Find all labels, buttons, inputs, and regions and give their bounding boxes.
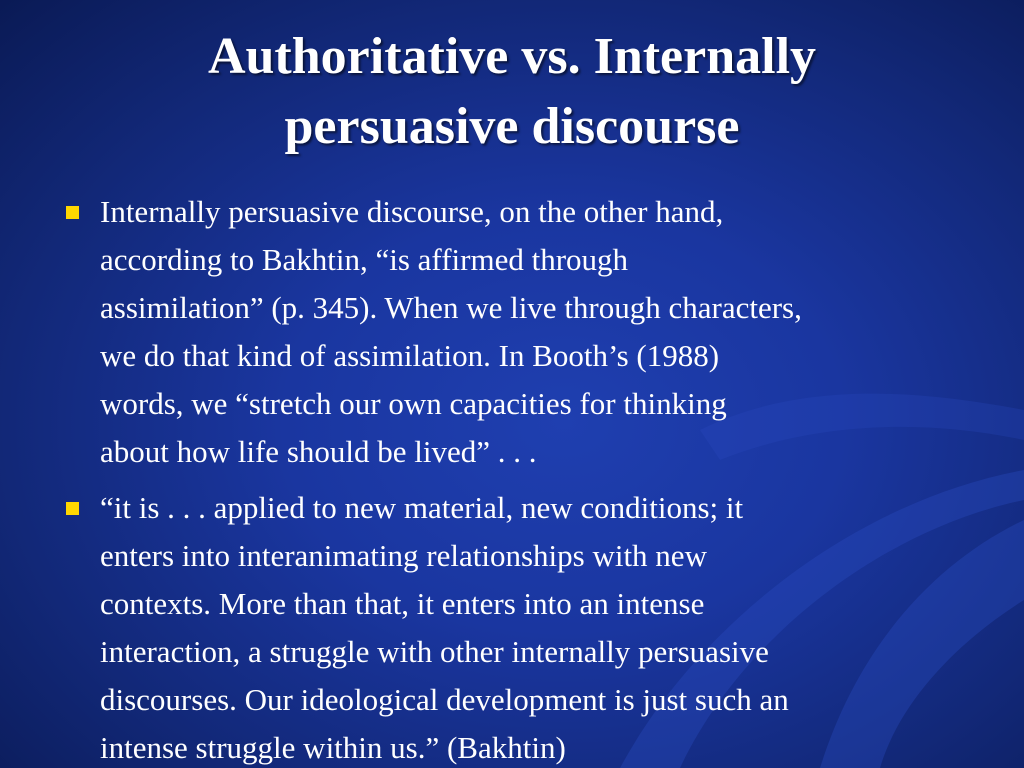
- bullet-1-line-6: about how life should be lived” . . .: [100, 434, 537, 469]
- square-bullet-icon: [66, 502, 79, 515]
- bullet-2-line-4: interaction, a struggle with other internally persuasive: [100, 634, 769, 669]
- bullet-2-line-1: “it is . . . applied to new material, new conditions; it: [100, 490, 744, 525]
- slide-title-line-2: persuasive discourse: [284, 98, 740, 155]
- bullet-1-line-3: assimilation” (p. 345). When we live through characters,: [100, 290, 802, 325]
- square-bullet-icon: [66, 206, 79, 219]
- bullet-2-line-6: intense struggle within us.” (Bakhtin): [100, 730, 566, 765]
- slide-title-line-1: Authoritative vs. Internally: [207, 28, 817, 85]
- bullet-2-line-2: enters into interanimating relationships with new: [100, 538, 707, 573]
- bullet-1-line-1: Internally persuasive discourse, on the other hand,: [100, 194, 724, 229]
- bullet-item-2: [100, 484, 980, 768]
- bullet-2-line-3: contexts. More than that, it enters into an intense: [100, 586, 705, 621]
- bullet-2-line-5: discourses. Our ideological development is just such an: [100, 682, 789, 717]
- bullet-1-line-4: we do that kind of assimilation. In Booth’s (1988): [100, 338, 720, 373]
- bullet-1-line-5: words, we “stretch our own capacities for thinking: [100, 386, 727, 421]
- bullet-1-line-2: according to Bakhtin, “is affirmed through: [100, 242, 629, 277]
- bullet-item-1: [100, 188, 980, 476]
